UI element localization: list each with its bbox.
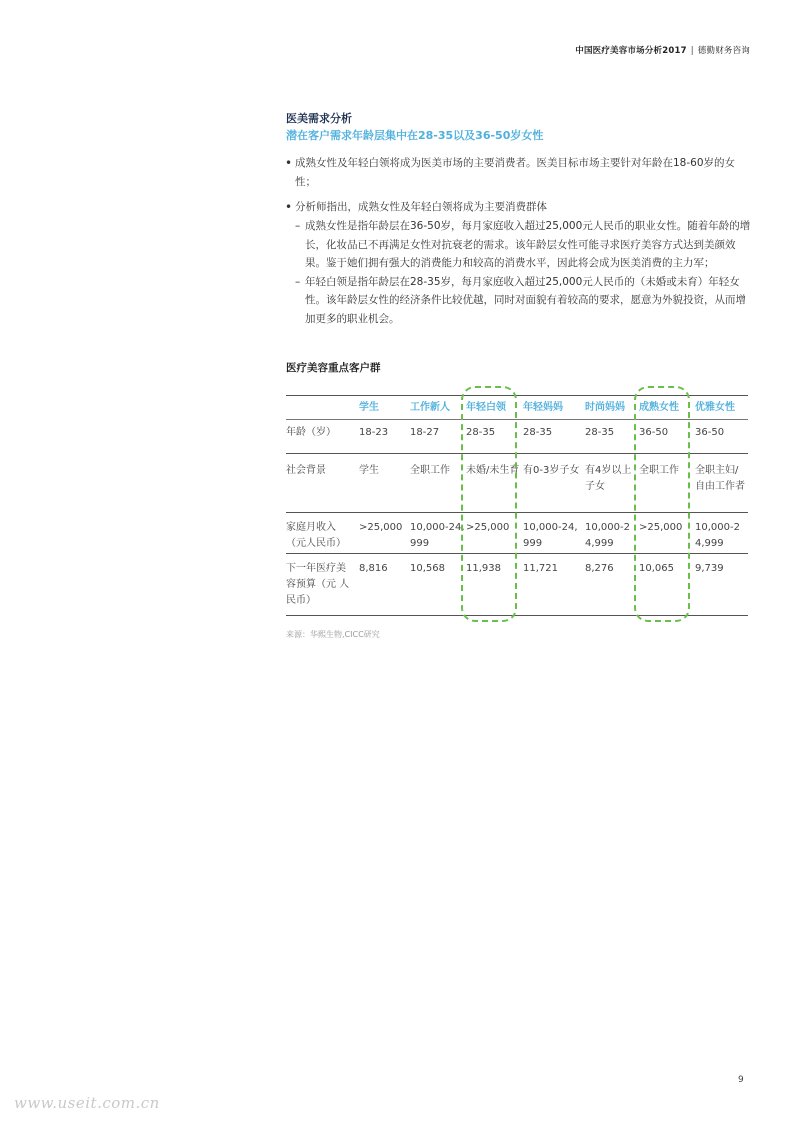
column-header: 年轻白领: [466, 402, 506, 413]
column-header: 年轻妈妈: [523, 402, 563, 413]
bullet-item: [286, 198, 754, 217]
bullet-text: 成熟女性及年轻白领将成为医美市场的主要消费者。医美目标市场主要针对年龄在18-60岁的女性；: [295, 157, 736, 188]
row-label: 社会背景: [286, 465, 326, 476]
sub-bullet-text: 成熟女性是指年龄层在36-50岁，每月家庭收入超过25,000元人民币的职业女性。随着年龄的增长，化妆品已不再满足女性对抗衰老的需求。该年龄层女性可能寻求医疗美容方式达到美颜效果。鉴于她们拥有强大的消费能力和较高的消费水平，因此将会成为医美消费的主力军；: [305, 220, 751, 270]
highlight-column-frame: [634, 386, 690, 622]
table-cell: 全职主妇/自由工作者: [695, 465, 745, 492]
table-cell: 18-27: [410, 427, 440, 438]
source-note: 来源：华熙生物,CICC研究: [286, 630, 380, 639]
table-cell: 11,721: [523, 563, 558, 574]
table-cell: 10,000-24,999: [695, 522, 740, 549]
table-cell: 28-35: [585, 427, 615, 438]
page-number: 9: [738, 1075, 744, 1085]
table-cell: 有0-3岁子女: [523, 465, 580, 476]
table-cell: 10,568: [410, 563, 445, 574]
table-cell: 18-23: [359, 427, 389, 438]
table-cell: 8,276: [585, 563, 614, 574]
column-header: 时尚妈妈: [585, 402, 625, 413]
dash-icon: –: [295, 275, 301, 288]
dash-icon: –: [295, 220, 301, 232]
table-cell: 10,065: [639, 563, 674, 574]
table-cell: 36-50: [639, 427, 669, 438]
table-cell: 10,000-24,999: [523, 522, 578, 549]
column-header: 工作新人: [410, 402, 450, 413]
watermark: www.useit.com.cn: [14, 1094, 160, 1112]
table-cell: 有4岁以上子女: [585, 465, 632, 492]
table-cell: >25,000: [466, 522, 510, 533]
section-title: 医美需求分析: [286, 112, 352, 125]
bullet-icon: •: [285, 156, 293, 170]
bullet-item: [286, 154, 754, 192]
header-separator: |: [690, 46, 694, 56]
table-cell: 全职工作: [639, 465, 679, 476]
bullet-icon: •: [285, 200, 293, 214]
table-cell: 8,816: [359, 563, 388, 574]
row-label: 年龄（岁）: [286, 427, 336, 438]
sub-bullet-item: [286, 273, 754, 329]
table-cell: 28-35: [466, 427, 496, 438]
table-title: 医疗美容重点客户群: [286, 362, 381, 374]
row-label: 下一年医疗美容预算（元 人民币）: [286, 563, 350, 606]
sub-bullet-item: [286, 217, 754, 273]
table-cell: 11,938: [466, 563, 501, 574]
highlight-column-frame: [461, 386, 517, 622]
table-cell: >25,000: [359, 522, 403, 533]
table-cell: 9,739: [695, 563, 724, 574]
column-header: 成熟女性: [639, 402, 679, 413]
table-cell: 未婚/未生育: [466, 465, 520, 476]
column-header: 学生: [359, 402, 379, 413]
report-title: 中国医疗美容市场分析2017: [575, 46, 687, 56]
column-header: 优雅女性: [695, 402, 735, 413]
section-subtitle: 潜在客户需求年龄层集中在28-35以及36-50岁女性: [286, 129, 544, 142]
table-cell: 10,000-24,999: [410, 522, 465, 549]
analysis-section: [286, 111, 754, 329]
bullet-text: 分析师指出，成熟女性及年轻白领将成为主要消费群体: [295, 201, 547, 213]
row-label: 家庭月收入（元人民币）: [286, 522, 346, 549]
table-cell: 全职工作: [410, 465, 450, 476]
table-cell: >25,000: [639, 522, 683, 533]
sub-bullet-text: 年轻白领是指年龄层在28-35岁，每月家庭收入超过25,000元人民币的（未婚或未育）年轻女性。该年龄层女性的经济条件比较优越，同时对面貌有着较高的要求，愿意为外貌投资，从而增加更多的职业机会。: [305, 275, 746, 325]
page-header: [575, 44, 750, 56]
table-cell: 学生: [359, 465, 379, 476]
table-cell: 36-50: [695, 427, 725, 438]
table-cell: 10,000-24,999: [585, 522, 630, 549]
publisher-name: 德勤财务咨询: [697, 46, 750, 56]
table-cell: 28-35: [523, 427, 553, 438]
